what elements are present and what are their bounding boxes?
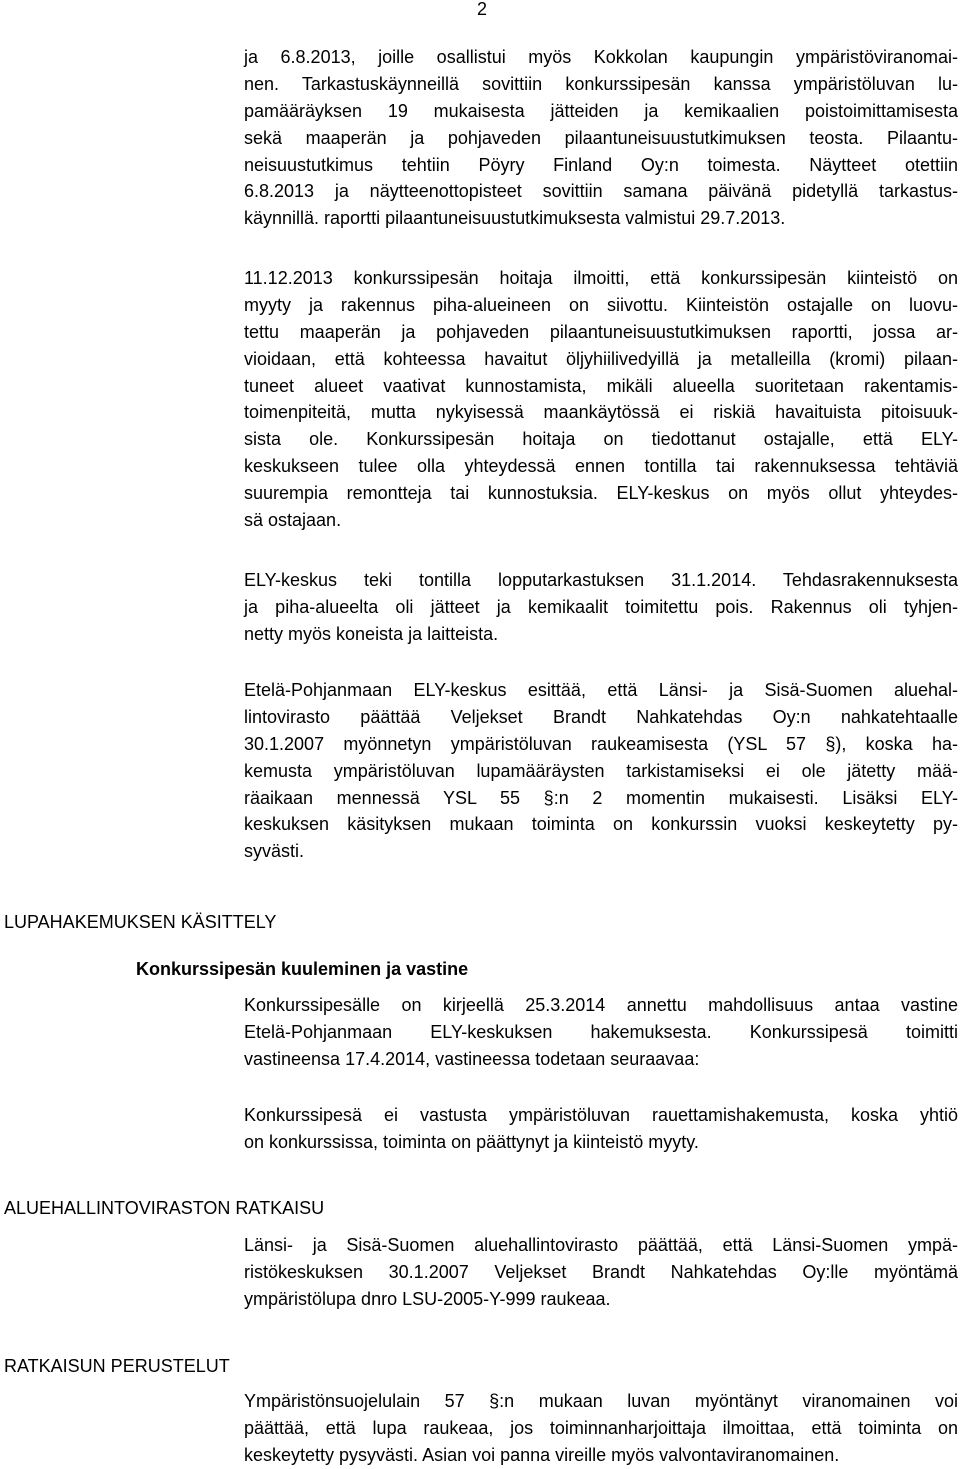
text-line: Ympäristönsuojelulain 57 §:n mukaan luvan myöntänyt viranomainen voi: [244, 1391, 958, 1411]
text-line: syvästi.: [244, 841, 305, 862]
text-line: tettu maaperän ja pohjaveden pilaantuneisuustutkimuksen raportti, jossa ar-: [244, 321, 958, 342]
text-line: Länsi- ja Sisä-Suomen aluehallintovirasto päättää, että Länsi-Suomen ympä-: [244, 1235, 958, 1255]
text-line: Konkurssipesälle on kirjeellä 25.3.2014 annettu mahdollisuus antaa vastine: [244, 995, 958, 1015]
text-line: sä ostajaan.: [244, 510, 342, 531]
text-line: on konkurssissa, toiminta on päättynyt ja kiinteistö myyty.: [244, 1131, 699, 1152]
text-line: päättää, että lupa raukeaa, jos toiminnanharjoittaja ilmoittaa, että toiminta on: [244, 1417, 958, 1438]
text-line: Konkurssipesä ei vastusta ympäristöluvan rauettamishakemusta, koska yhtiö: [244, 1105, 958, 1125]
text-line: sista ole. Konkurssipesän hoitaja on tiedottanut ostajalle, että ELY-: [244, 429, 958, 450]
text-line: netty myös koneista ja laitteista.: [244, 623, 499, 644]
text-line: 11.12.2013 konkurssipesän hoitaja ilmoitti, että konkurssipesän kiinteistö on: [244, 268, 958, 288]
text-line: myyty ja rakennus piha-alueineen on siivottu. Kiinteistön ostajalle on luovu-: [244, 294, 958, 315]
page-number: 2: [477, 0, 488, 19]
text-line: käynnillä. raportti pilaantuneisuustutkimuksesta valmistui 29.7.2013.: [244, 208, 786, 229]
paragraph-ely-request: [244, 677, 958, 865]
text-line: ja 6.8.2013, joille osallistui myös Kokkolan kaupungin ympäristöviranomai-: [244, 47, 958, 67]
section-heading-application-processing: LUPAHAKEMUKSEN KÄSITTELY: [4, 912, 277, 932]
text-line: suurempia remontteja tai kunnostuksia. ELY-keskus on myös ollut yhteydes-: [244, 483, 958, 504]
text-line: ympäristölupa dnro LSU-2005-Y-999 raukeaa.: [244, 1288, 611, 1309]
paragraph-property-sold: [244, 265, 958, 534]
text-line: toimenpiteitä, mutta nykyisessä maankäytössä ei riskiä havaituista pitoisuuk-: [244, 402, 958, 423]
text-line: sekä maaperän ja pohjaveden pilaantuneisuustutkimuksen teosta. Pilaantu-: [244, 127, 958, 148]
subheading-hearing: Konkurssipesän kuuleminen ja vastine: [136, 959, 469, 979]
section-heading-grounds: RATKAISUN PERUSTELUT: [4, 1356, 230, 1376]
text-line: lintovirasto päättää Veljekset Brandt Nahkatehdas Oy:n nahkatehtaalle: [244, 706, 958, 727]
paragraph-decision: [244, 1232, 958, 1313]
text-line: 6.8.2013 ja näytteenottopisteet sovittiin samana päivänä pidetyllä tarkastus-: [244, 181, 958, 202]
text-line: keskuksen käsityksen mukaan toiminta on konkurssin vuoksi keskeytetty py-: [244, 814, 958, 835]
text-line: ristökeskuksen 30.1.2007 Veljekset Brandt Nahkatehdas Oy:lle myöntämä: [244, 1261, 958, 1282]
text-line: vioidaan, että kohteessa havaitut öljyhiilivedyillä ja metalleilla (kromi) pilaan-: [244, 348, 958, 369]
text-line: keskeytetty pysyvästi. Asian voi panna vireille myös valvontaviranomainen.: [244, 1444, 840, 1465]
paragraph-response: [244, 1102, 958, 1156]
text-line: vastineensa 17.4.2014, vastineessa todetaan seuraavaa:: [244, 1048, 700, 1069]
text-line: kemusta ympäristöluvan lupamääräysten tarkistamiseksi ei ole jätetty mää-: [244, 760, 958, 781]
text-line: neisuustutkimus tehtiin Pöyry Finland Oy:n toimesta. Näytteet otettiin: [244, 154, 958, 175]
text-line: 30.1.2007 myönnetyn ympäristöluvan raukeamisesta (YSL 57 §), koska ha-: [244, 733, 958, 754]
section-heading-decision: ALUEHALLINTOVIRASTON RATKAISU: [4, 1198, 325, 1218]
text-line: ja piha-alueelta oli jätteet ja kemikaalit toimitettu pois. Rakennus oli tyhjen-: [244, 596, 958, 617]
text-line: tuneet alueet vaativat kunnostamista, mikäli alueella suoritetaan rakentamis-: [244, 375, 958, 396]
text-line: Etelä-Pohjanmaan ELY-keskuksen hakemuksesta. Konkurssipesä toimitti: [244, 1021, 958, 1042]
text-line: pamääräyksen 19 mukaisesta jätteiden ja kemikaalien poistoimittamisesta: [244, 100, 958, 121]
text-line: ELY-keskus teki tontilla lopputarkastuksen 31.1.2014. Tehdasrakennuksesta: [244, 570, 958, 590]
paragraph-hearing: [244, 992, 958, 1073]
paragraph-inspection-visits: [244, 44, 958, 232]
paragraph-grounds: [244, 1388, 958, 1469]
text-line: räaikaan mennessä YSL 55 §:n 2 momentin mukaisesti. Lisäksi ELY-: [244, 787, 958, 808]
text-line: keskukseen tulee olla yhteydessä ennen tontilla tai rakennuksessa tehtäviä: [244, 456, 958, 477]
text-line: Etelä-Pohjanmaan ELY-keskus esittää, että Länsi- ja Sisä-Suomen aluehal-: [244, 680, 958, 700]
text-line: nen. Tarkastuskäynneillä sovittiin konkurssipesän kanssa ympäristöluvan lu-: [244, 73, 958, 94]
paragraph-final-inspection: [244, 567, 958, 648]
